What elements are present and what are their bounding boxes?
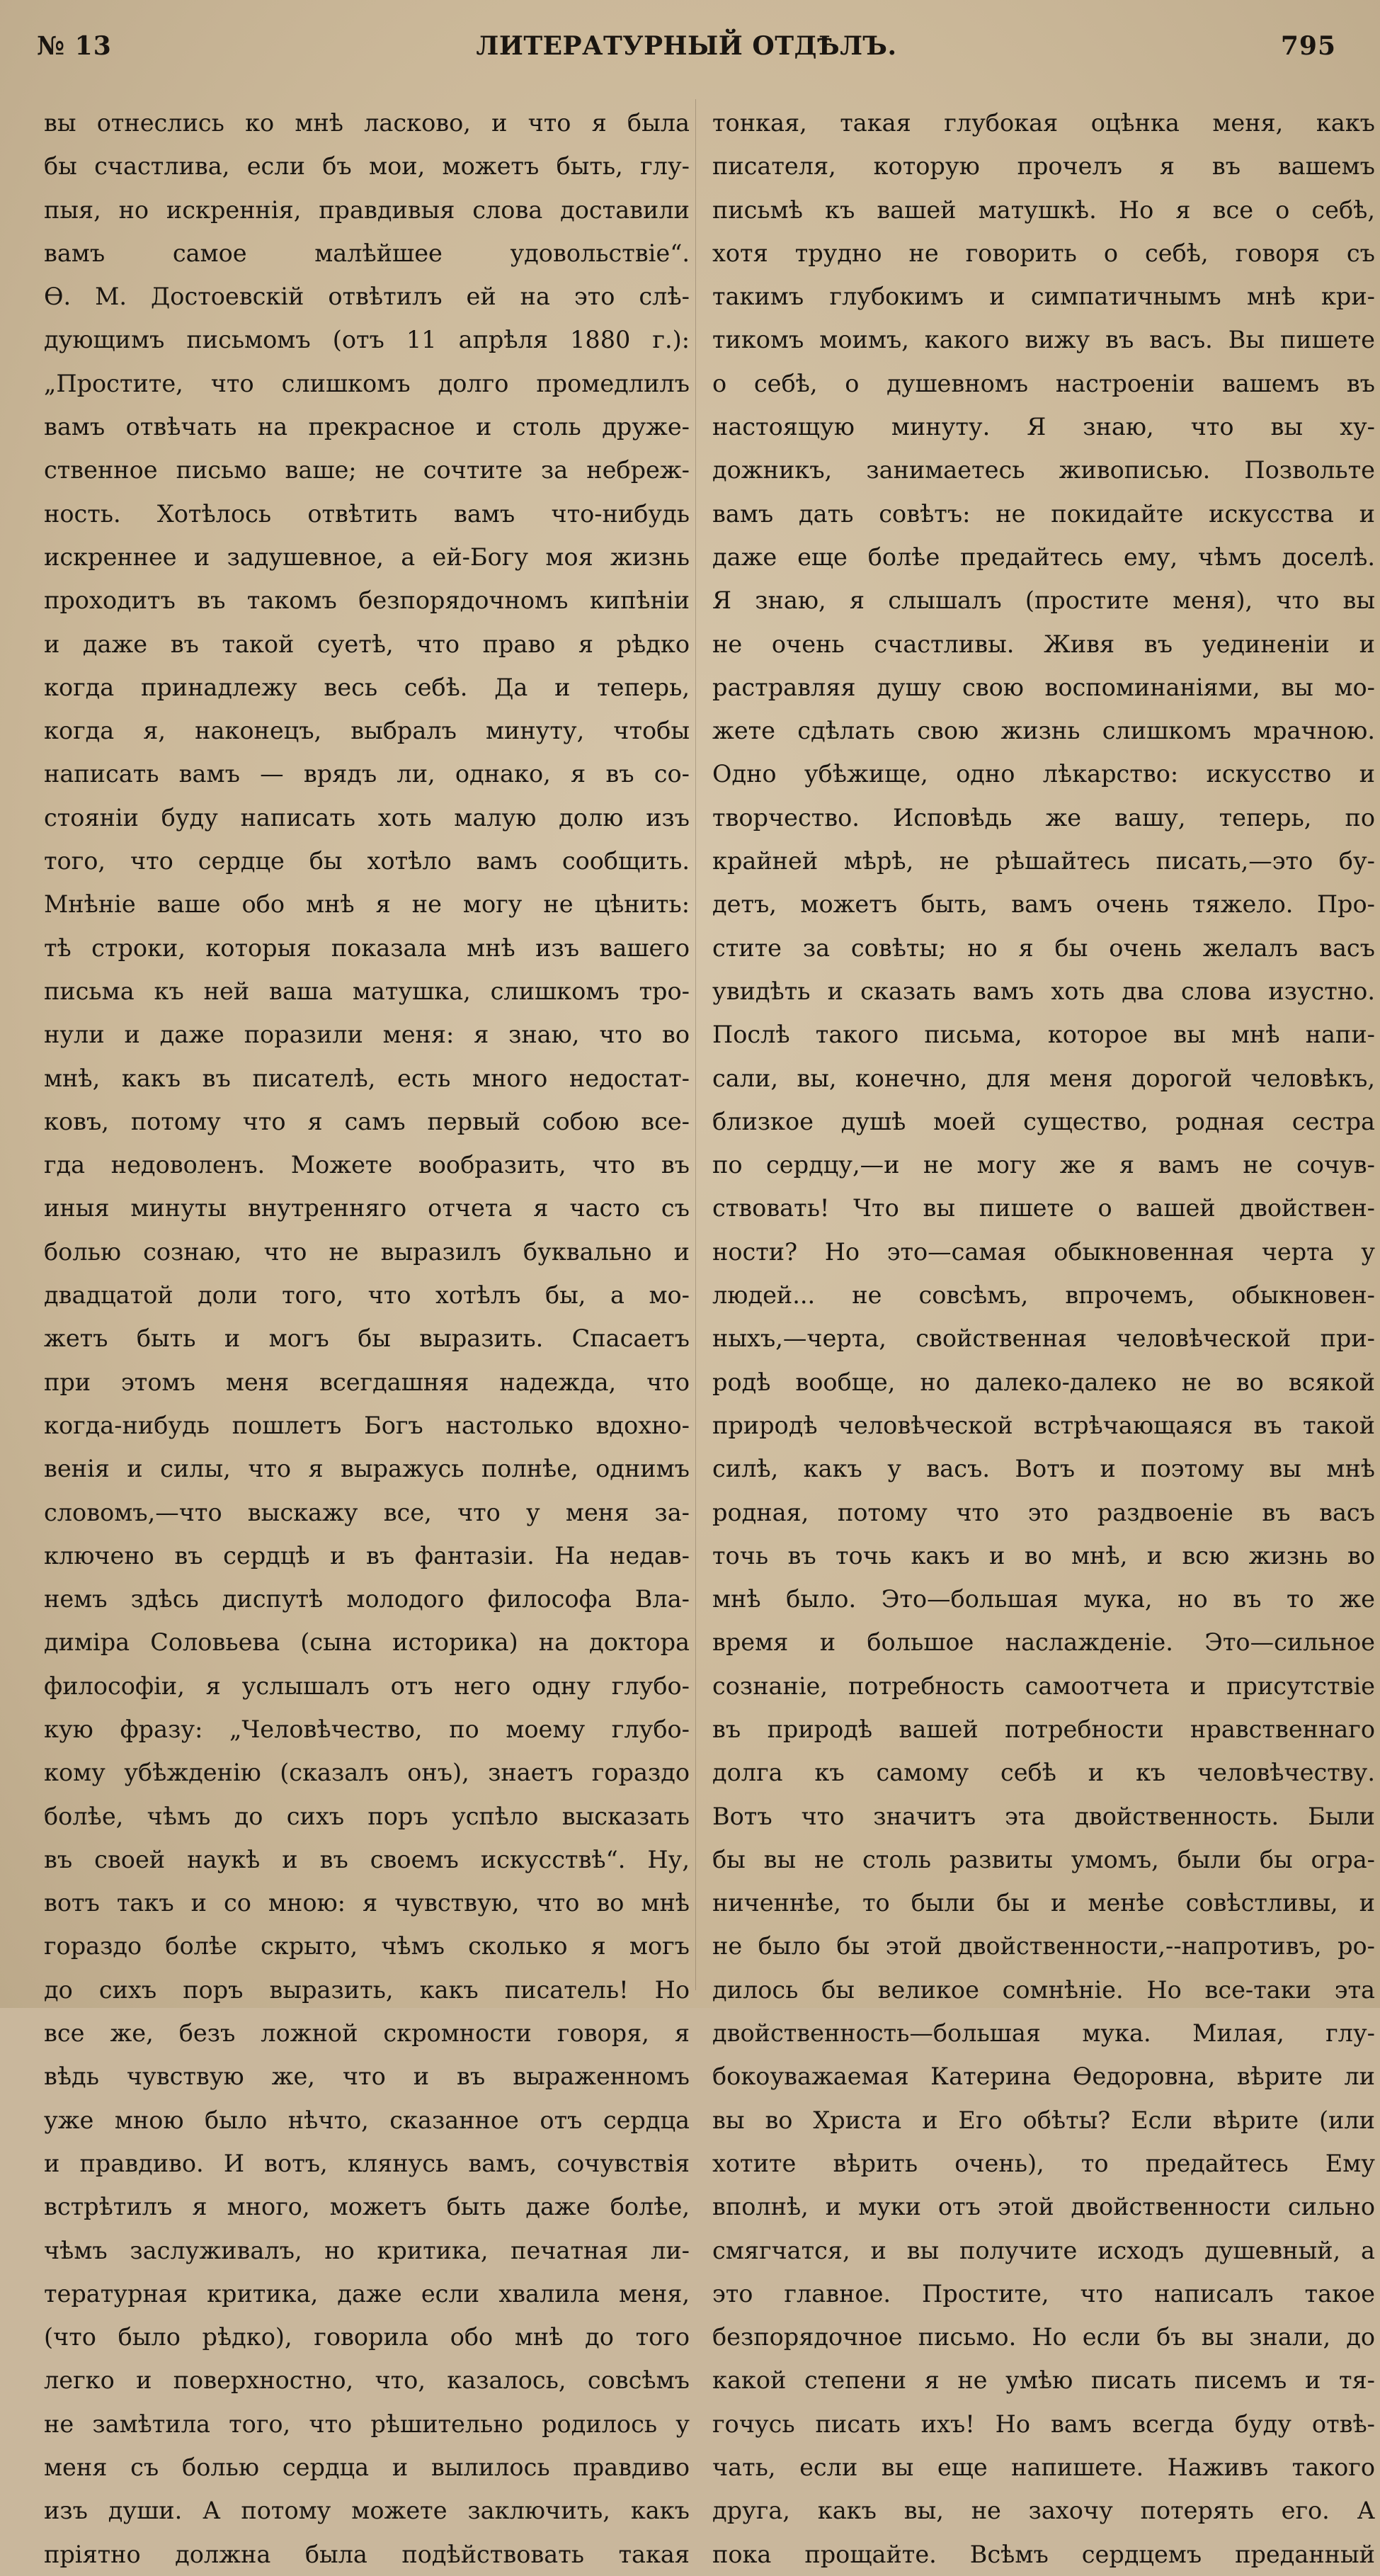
text-line: пока прощайте. Всѣмъ сердцемъ преданный	[712, 2540, 1375, 2568]
text-line: ственное письмо ваше; не сочтите за небреж-	[44, 456, 690, 484]
text-line: тикомъ моимъ, какого вижу въ васъ. Вы пишете	[712, 326, 1375, 354]
text-line: искреннее и задушевное, а ей-Богу моя жизнь	[44, 543, 690, 571]
text-line: мнѣ было. Это—большая мука, но въ то же	[712, 1585, 1375, 1613]
column-divider	[695, 99, 696, 1990]
text-line: встрѣтилъ я много, можетъ быть даже болѣе,	[44, 2193, 690, 2221]
text-line: увидѣть и сказать вамъ хоть два слова изустно.	[712, 977, 1375, 1005]
text-line: творчество. Исповѣдь же вашу, теперь, по	[712, 803, 1375, 832]
text-line: писателя, которую прочелъ я въ вашемъ	[712, 152, 1375, 181]
text-line: нули и даже поразили меня: я знаю, что во	[44, 1021, 690, 1049]
text-line: вы отнеслись ко мнѣ ласково, и что я была	[44, 109, 690, 137]
text-line: бы вы не столь развиты умомъ, были бы огра-	[712, 1845, 1375, 1873]
text-line: ковъ, потому что я самъ первый собою все-	[44, 1107, 690, 1135]
text-line: бокоуважаемая Катерина Ѳедоровна, вѣрите ли	[712, 2062, 1375, 2091]
text-line: Мнѣніе ваше обо мнѣ я не могу не цѣнить:	[44, 890, 690, 919]
text-line: когда принадлежу весь себѣ. Да и теперь,	[44, 673, 690, 701]
text-line: когда я, наконецъ, выбралъ минуту, чтобы	[44, 717, 690, 745]
text-line: Одно убѣжище, одно лѣкарство: искусство и	[712, 760, 1375, 788]
text-line: стите за совѣты; но я бы очень желалъ васъ	[712, 934, 1375, 962]
text-line: тѣ строки, которыя показала мнѣ изъ вашего	[44, 934, 690, 962]
page-header	[37, 31, 1336, 74]
text-line: ныхъ,—черта, свойственная человѣческой при-	[712, 1324, 1375, 1353]
text-line: по сердцу,—и не могу же я вамъ не сочув-	[712, 1151, 1375, 1179]
text-line: и правдиво. И вотъ, клянусь вамъ, сочувствія	[44, 2149, 690, 2177]
text-line: пыя, но искреннія, правдивыя слова доставили	[44, 195, 690, 224]
text-line: вполнѣ, и муки отъ этой двойственности сильно	[712, 2193, 1375, 2221]
text-line: время и большое наслажденіе. Это—сильное	[712, 1628, 1375, 1657]
text-line: ключено въ сердцѣ и въ фантазіи. На недав-	[44, 1541, 690, 1570]
text-line: ствовать! Что вы пишете о вашей двойствен-	[712, 1194, 1375, 1222]
text-line: детъ, можетъ быть, вамъ очень тяжело. Про-	[712, 890, 1375, 919]
text-line: кому убѣжденію (сказалъ онъ), знаетъ гораздо	[44, 1759, 690, 1787]
text-line: сознаніе, потребность самоотчета и присутствіе	[712, 1672, 1375, 1700]
text-line: точь въ точь какъ и во мнѣ, и всю жизнь во	[712, 1541, 1375, 1570]
section-title: ЛИТЕРАТУРНЫЙ ОТДѢЛЪ.	[476, 31, 897, 61]
text-line: диміра Соловьева (сына историка) на доктора	[44, 1628, 690, 1657]
text-line: жете сдѣлать свою жизнь слишкомъ мрачною.	[712, 717, 1375, 745]
text-line: письмѣ къ вашей матушкѣ. Но я все о себѣ,	[712, 195, 1375, 224]
text-line: (что было рѣдко), говорила обо мнѣ до того	[44, 2323, 690, 2351]
text-line: гочусь писать ихъ! Но вамъ всегда буду отвѣ-	[712, 2410, 1375, 2438]
text-line: сали, вы, конечно, для меня дорогой человѣкъ,	[712, 1064, 1375, 1092]
text-line: такимъ глубокимъ и симпатичнымъ мнѣ кри-	[712, 283, 1375, 311]
text-line: Ѳ. М. Достоевскій отвѣтилъ ей на это слѣ-	[44, 283, 690, 311]
text-line: какой степени я не умѣю писать писемъ и тя-	[712, 2366, 1375, 2395]
text-line: силѣ, какъ у васъ. Вотъ и поэтому вы мнѣ	[712, 1455, 1375, 1483]
text-line: иныя минуты внутренняго отчета я часто съ	[44, 1194, 690, 1222]
text-line: легко и поверхностно, что, казалось, совсѣмъ	[44, 2366, 690, 2395]
text-line: Я знаю, я слышалъ (простите меня), что вы	[712, 586, 1375, 615]
text-line: друга, какъ вы, не захочу потерять его. А	[712, 2497, 1375, 2525]
text-line: вамъ дать совѣтъ: не покидайте искусства и	[712, 499, 1375, 528]
text-line: смягчатся, и вы получите исходъ душевный, а	[712, 2236, 1375, 2264]
text-line: вы во Христа и Его обѣты? Если вѣрите (или	[712, 2106, 1375, 2134]
issue-number: № 13	[37, 31, 112, 61]
text-line: близкое душѣ моей существо, родная сестра	[712, 1107, 1375, 1135]
text-line: чать, если вы еще напишете. Наживъ такого	[712, 2453, 1375, 2482]
text-line: кую фразу: „Человѣчество, по моему глубо-	[44, 1715, 690, 1743]
text-line: уже мною было нѣчто, сказанное отъ сердца	[44, 2106, 690, 2134]
text-line: ности? Но это—самая обыкновенная черта у	[712, 1237, 1375, 1266]
text-line: все же, безъ ложной скромности говоря, я	[44, 2019, 690, 2048]
text-line: написать вамъ — врядъ ли, однако, я въ со-	[44, 760, 690, 788]
text-line: „Простите, что слишкомъ долго промедлилъ	[44, 369, 690, 397]
page-number: 795	[1280, 31, 1336, 61]
text-line: болью сознаю, что не выразилъ буквально и	[44, 1237, 690, 1266]
text-line: крайней мѣрѣ, не рѣшайтесь писать,—это бу-	[712, 847, 1375, 875]
text-line: когда-нибудь пошлетъ Богъ настолько вдохно-	[44, 1411, 690, 1439]
text-line: при этомъ меня всегдашняя надежда, что	[44, 1368, 690, 1396]
text-line: венія и силы, что я выражусь полнѣе, однимъ	[44, 1455, 690, 1483]
text-line: не очень счастливы. Живя въ уединеніи и	[712, 630, 1375, 658]
text-line: вамъ самое малѣйшее удовольствіе“.	[44, 239, 690, 267]
text-line: чѣмъ заслуживалъ, но критика, печатная ли-	[44, 2236, 690, 2264]
text-line: и даже въ такой суетѣ, что право я рѣдко	[44, 630, 690, 658]
text-line: хотите вѣрить очень), то предайтесь Ему	[712, 2149, 1375, 2177]
text-line: тературная критика, даже если хвалила меня,	[44, 2279, 690, 2308]
text-line: родная, потому что это раздвоеніе въ васъ	[712, 1498, 1375, 1526]
text-line: природѣ человѣческой встрѣчающаяся въ такой	[712, 1411, 1375, 1439]
text-line: словомъ,—что выскажу все, что у меня за-	[44, 1498, 690, 1526]
text-line: изъ души. А потому можете заключить, какъ	[44, 2497, 690, 2525]
text-line: немъ здѣсь диспутѣ молодого философа Вла-	[44, 1585, 690, 1613]
text-line: хотя трудно не говорить о себѣ, говоря съ	[712, 239, 1375, 267]
text-line: стояніи буду написать хоть малую долю изъ	[44, 803, 690, 832]
text-line: бы счастлива, если бъ мои, можетъ быть, глу-	[44, 152, 690, 181]
text-line: проходитъ въ такомъ безпорядочномъ кипѣніи	[44, 586, 690, 615]
text-line: вотъ такъ и со мною: я чувствую, что во мнѣ	[44, 1889, 690, 1917]
text-line: Послѣ такого письма, которое вы мнѣ напи-	[712, 1021, 1375, 1049]
text-line: безпорядочное письмо. Но если бъ вы знали, до	[712, 2323, 1375, 2351]
text-line: болѣе, чѣмъ до сихъ поръ успѣло высказать	[44, 1802, 690, 1830]
text-line: меня съ болью сердца и вылилось правдиво	[44, 2453, 690, 2482]
text-line: до сихъ поръ выразить, какъ писатель! Но	[44, 1975, 690, 2004]
text-line: не было бы этой двойственности,--напротивъ, ро-	[712, 1932, 1375, 1961]
text-line: вѣдь чувствую же, что и въ выраженномъ	[44, 2062, 690, 2091]
text-line: растравляя душу свою воспоминаніями, вы мо-	[712, 673, 1375, 701]
text-line: ниченнѣе, то были бы и менѣе совѣстливы, и	[712, 1889, 1375, 1917]
text-line: письма къ ней ваша матушка, слишкомъ тро-	[44, 977, 690, 1005]
text-line: въ своей наукѣ и въ своемъ искусствѣ“. Ну,	[44, 1845, 690, 1873]
text-line: философіи, я услышалъ отъ него одну глубо-	[44, 1672, 690, 1700]
text-line: гда недоволенъ. Можете вообразить, что въ	[44, 1151, 690, 1179]
text-line: того, что сердце бы хотѣло вамъ сообщить.	[44, 847, 690, 875]
text-line: не замѣтила того, что рѣшительно родилось у	[44, 2410, 690, 2438]
left-column	[44, 101, 690, 2576]
text-line: настоящую минуту. Я знаю, что вы ху-	[712, 413, 1375, 441]
text-line: даже еще болѣе предайтесь ему, чѣмъ доселѣ.	[712, 543, 1375, 571]
text-line: Вотъ что значитъ эта двойственность. Были	[712, 1802, 1375, 1830]
text-line: дожникъ, занимаетесь живописью. Позвольте	[712, 456, 1375, 484]
text-line: ность. Хотѣлось отвѣтить вамъ что-нибудь	[44, 499, 690, 528]
text-line: мнѣ, какъ въ писателѣ, есть много недостат-	[44, 1064, 690, 1092]
text-line: дилось бы великое сомнѣніе. Но все-таки эта	[712, 1975, 1375, 2004]
text-line: двадцатой доли того, что хотѣлъ бы, а мо-	[44, 1281, 690, 1310]
text-line: родѣ вообще, но далеко-далеко не во всякой	[712, 1368, 1375, 1396]
text-line: вамъ отвѣчать на прекрасное и столь друже-	[44, 413, 690, 441]
text-line: двойственность—большая мука. Милая, глу-	[712, 2019, 1375, 2048]
text-line: людей... не совсѣмъ, впрочемъ, обыкновен-	[712, 1281, 1375, 1310]
text-line: гораздо болѣе скрыто, чѣмъ сколько я могъ	[44, 1932, 690, 1961]
text-line: жетъ быть и могъ бы выразить. Спасаетъ	[44, 1324, 690, 1353]
text-line: пріятно должна была подѣйствовать такая	[44, 2540, 690, 2568]
text-line: это главное. Простите, что написалъ такое	[712, 2279, 1375, 2308]
text-line: тонкая, такая глубокая оцѣнка меня, какъ	[712, 109, 1375, 137]
right-column	[712, 101, 1375, 2576]
text-line: дующимъ письмомъ (отъ 11 апрѣля 1880 г.):	[44, 326, 690, 354]
text-line: долга къ самому себѣ и къ человѣчеству.	[712, 1759, 1375, 1787]
text-line: о себѣ, о душевномъ настроеніи вашемъ въ	[712, 369, 1375, 397]
text-line: въ природѣ вашей потребности нравственнаго	[712, 1715, 1375, 1743]
